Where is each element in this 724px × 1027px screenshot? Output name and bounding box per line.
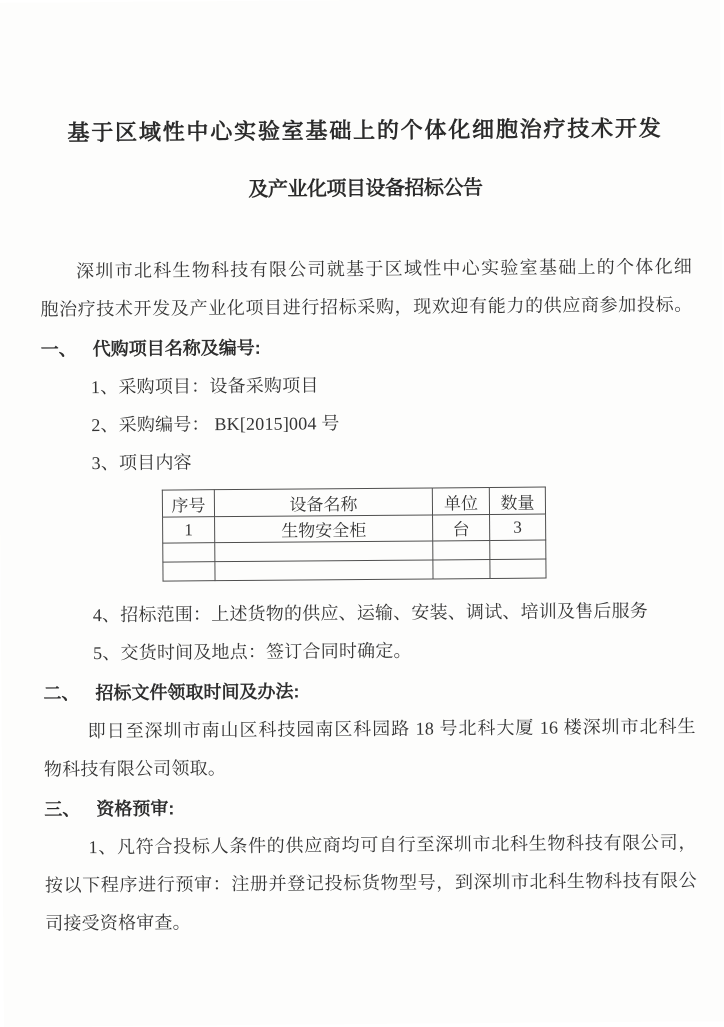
item-project-content: 3、项目内容 [91, 452, 192, 474]
equipment-table-empty-row [163, 559, 546, 581]
section-2-title: 招标文件领取时间及办法: [95, 681, 300, 704]
section-1-number: 一、 [40, 339, 77, 360]
section-3-heading [44, 785, 696, 828]
equipment-table [162, 487, 547, 582]
column-header-unit: 单位 [432, 487, 489, 514]
item-bid-scope: 4、招标范围：上述货物的供应、运输、安装、调试、培训及售后服务 [92, 600, 649, 626]
section-2-body-line-2: 物科技有限公司领取。 [43, 758, 227, 780]
section-3-number: 三、 [44, 799, 81, 820]
item-procurement-project: 1、采购项目：设备采购项目 [90, 375, 319, 398]
column-header-equipment-name: 设备名称 [214, 488, 432, 517]
empty-cell [433, 540, 490, 559]
cell-equipment-name: 生物安全柜 [215, 515, 433, 543]
intro-line-1: 深圳市北科生物科技有限公司就基于区域性中心实验室基础上的个体化细 [76, 256, 693, 282]
column-header-seq: 序号 [162, 490, 214, 517]
document-title-line-1: 基于区域性中心实验室基础上的个体化细胞治疗技术开发 [67, 115, 663, 146]
empty-cell [163, 562, 215, 581]
column-header-quantity: 数量 [489, 487, 545, 514]
empty-cell [490, 559, 546, 578]
cell-unit: 台 [433, 514, 490, 540]
section-2-body-line-1: 即日至深圳市南山区科技园南区科园路 18 号北科大厦 16 楼深圳市北科生 [87, 716, 696, 742]
item-delivery-time: 5、交货时间及地点：签订合同时确定。 [93, 640, 412, 664]
section-3-body-line-3: 司接受资格审查。 [45, 912, 191, 934]
item-procurement-number: 2、采购编号： BK[2015]004 号 [91, 413, 340, 436]
section-1-heading [41, 325, 693, 368]
section-3-title: 资格预审: [96, 798, 175, 820]
cell-quantity: 3 [490, 514, 546, 540]
section-3-body-line-1: 1、凡符合投标人条件的供应商均可自行至深圳市北科生物科技有限公司， [88, 832, 697, 858]
section-2-number: 二、 [43, 683, 80, 704]
empty-cell [163, 543, 215, 562]
section-3-body-line-2: 按以下程序进行预审：注册并登记投标货物型号，到深圳市北科生物科技有限公 [44, 870, 697, 896]
section-1-title: 代购项目名称及编号: [92, 337, 261, 360]
equipment-table-row-1 [163, 514, 546, 543]
empty-cell [490, 540, 546, 559]
document-title-line-2: 及产业化项目设备招标公告 [248, 177, 483, 201]
intro-line-2: 胞治疗技术开发及产业化项目进行招标采购，现欢迎有能力的供应商参加投标。 [40, 294, 693, 320]
intro-paragraph [40, 247, 693, 328]
section-2-heading [43, 669, 695, 712]
empty-cell [215, 560, 433, 581]
empty-cell [433, 559, 490, 578]
cell-seq: 1 [163, 517, 215, 543]
empty-cell [215, 541, 433, 562]
equipment-table-header-row [162, 487, 545, 517]
